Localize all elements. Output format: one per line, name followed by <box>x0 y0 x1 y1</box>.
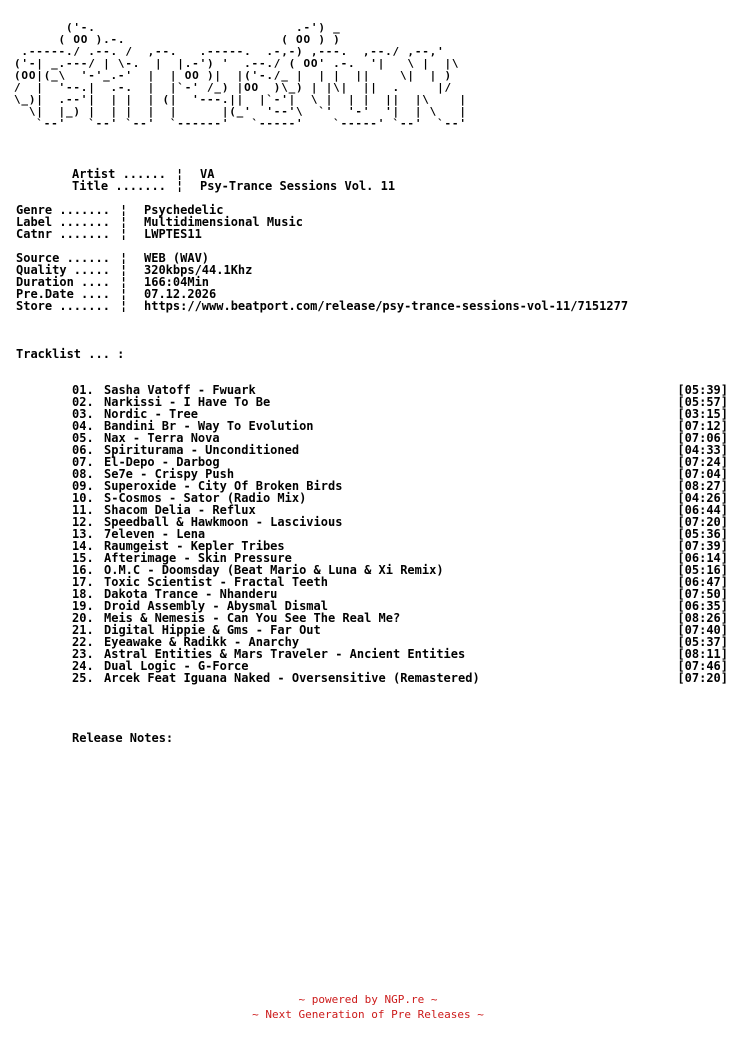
track-title: Bandini Br - Way To Evolution <box>104 419 314 433</box>
track-duration: [03:15] <box>677 407 728 421</box>
track-title: Dual Logic - G-Force <box>104 659 249 673</box>
separator: ¦ <box>120 215 128 229</box>
tracklist-heading: Tracklist ... : <box>16 347 125 361</box>
catnr-key: Catnr ....... <box>16 227 110 241</box>
track-title: Eyeawake & Radikk - Anarchy <box>104 635 300 649</box>
separator: ¦ <box>120 263 128 277</box>
track-row <box>72 672 728 684</box>
separator: ¦ <box>120 275 128 289</box>
footer-tagline: ~ Next Generation of Pre Releases ~ <box>252 1008 484 1021</box>
track-number: 05. <box>72 431 94 445</box>
track-duration: [04:26] <box>677 491 728 505</box>
track-duration: [04:33] <box>677 443 728 457</box>
ascii-logo: ('-. .-') _ ( OO ).-. ( OO ) ) .-----./ .--. / ,--. .-----. .-,-) ,---. ,--./ ,--,' ('-| _.---/ | \-. | |.-') ' .--./ ( OO' .-. '| \ | |\ (OO|(_\ '-'_.-' | | OO )| |('-./_ | | | || \| | ) / | '--.| .-. | |`-' /_) |OO )\_) | |\| || . |/ \_)| .--'| | | | (| '---.|| |`-'| \ | | | || |\ | \| |_) | | | | | |(_' '--'\ `' '-' '| | \ | `--' `--' `--' `------' `-----' `-----' `--' `--' <box>14 21 467 130</box>
track-number: 21. <box>72 623 94 637</box>
track-title: 7eleven - Lena <box>104 527 206 541</box>
predate-value: 07.12.2026 <box>144 287 217 301</box>
title-key: Title ....... <box>72 179 166 193</box>
track-number: 04. <box>72 419 94 433</box>
track-title: Dakota Trance - Nhanderu <box>104 587 278 601</box>
track-duration: [06:14] <box>677 551 728 565</box>
track-number: 19. <box>72 599 94 613</box>
track-number: 22. <box>72 635 94 649</box>
track-number: 02. <box>72 395 94 409</box>
track-number: 16. <box>72 563 94 577</box>
title-field <box>72 180 395 192</box>
track-number: 13. <box>72 527 94 541</box>
track-title: El-Depo - Darbog <box>104 455 220 469</box>
track-number: 18. <box>72 587 94 601</box>
footer-powered-by: ~ powered by NGP.re ~ <box>298 993 438 1006</box>
track-number: 01. <box>72 383 94 397</box>
artist-key: Artist ...... <box>72 167 166 181</box>
genre-key: Genre ....... <box>16 203 110 217</box>
track-duration: [05:37] <box>677 635 728 649</box>
catnr-field <box>16 228 202 240</box>
separator: ¦ <box>120 203 128 217</box>
genre-value: Psychedelic <box>144 203 224 217</box>
label-key: Label ....... <box>16 215 110 229</box>
track-duration: [07:06] <box>677 431 728 445</box>
track-duration: [05:39] <box>677 383 728 397</box>
separator: ¦ <box>176 179 184 193</box>
track-title: Digital Hippie & Gms - Far Out <box>104 623 321 637</box>
track-number: 09. <box>72 479 94 493</box>
track-title: Superoxide - City Of Broken Birds <box>104 479 343 493</box>
separator: ¦ <box>120 227 128 241</box>
track-title: S-Cosmos - Sator (Radio Mix) <box>104 491 307 505</box>
track-number: 10. <box>72 491 94 505</box>
track-number: 08. <box>72 467 94 481</box>
track-title: Nax - Terra Nova <box>104 431 220 445</box>
track-duration: [06:44] <box>677 503 728 517</box>
track-duration: [07:20] <box>677 515 728 529</box>
track-duration: [06:47] <box>677 575 728 589</box>
track-number: 15. <box>72 551 94 565</box>
track-duration: [07:50] <box>677 587 728 601</box>
track-number: 14. <box>72 539 94 553</box>
track-title: Sasha Vatoff - Fwuark <box>104 383 256 397</box>
track-duration: [07:39] <box>677 539 728 553</box>
separator: ¦ <box>176 167 184 181</box>
track-number: 12. <box>72 515 94 529</box>
release-notes-heading: Release Notes: <box>72 731 174 745</box>
artist-value: VA <box>200 167 215 181</box>
track-duration: [07:04] <box>677 467 728 481</box>
title-value: Psy-Trance Sessions Vol. 11 <box>200 179 396 193</box>
track-title: Se7e - Crispy Push <box>104 467 235 481</box>
track-number: 07. <box>72 455 94 469</box>
quality-value: 320kbps/44.1Khz <box>144 263 253 277</box>
track-duration: [08:11] <box>677 647 728 661</box>
track-title: Afterimage - Skin Pressure <box>104 551 292 565</box>
store-field <box>16 300 628 312</box>
footer <box>0 992 736 1022</box>
track-title: Speedball & Hawkmoon - Lascivious <box>104 515 343 529</box>
track-number: 24. <box>72 659 94 673</box>
track-title: Spiriturama - Unconditioned <box>104 443 300 457</box>
track-duration: [05:36] <box>677 527 728 541</box>
tracklist <box>72 384 728 684</box>
track-duration: [07:46] <box>677 659 728 673</box>
track-number: 11. <box>72 503 94 517</box>
track-title: Shacom Delia - Reflux <box>104 503 256 517</box>
source-key: Source ...... <box>16 251 110 265</box>
track-number: 20. <box>72 611 94 625</box>
track-duration: [07:20] <box>677 671 728 685</box>
store-link[interactable]: https://www.beatport.com/release/psy-trance-sessions-vol-11/7151277 <box>144 299 629 313</box>
track-duration: [07:40] <box>677 623 728 637</box>
track-duration: [07:12] <box>677 419 728 433</box>
track-title: O.M.C - Doomsday (Beat Mario & Luna & Xi Remix) <box>104 563 444 577</box>
track-title: Arcek Feat Iguana Naked - Oversensitive (Remastered) <box>104 671 480 685</box>
track-title: Raumgeist - Kepler Tribes <box>104 539 285 553</box>
quality-key: Quality ..... <box>16 263 110 277</box>
predate-key: Pre.Date .... <box>16 287 110 301</box>
track-title: Narkissi - I Have To Be <box>104 395 271 409</box>
track-duration: [07:24] <box>677 455 728 469</box>
track-number: 03. <box>72 407 94 421</box>
source-value: WEB (WAV) <box>144 251 210 265</box>
track-title: Astral Entities & Mars Traveler - Ancient Entities <box>104 647 466 661</box>
separator: ¦ <box>120 251 128 265</box>
track-duration: [05:16] <box>677 563 728 577</box>
track-duration: [08:27] <box>677 479 728 493</box>
track-title: Nordic - Tree <box>104 407 198 421</box>
track-duration: [08:26] <box>677 611 728 625</box>
track-duration: [05:57] <box>677 395 728 409</box>
track-number: 23. <box>72 647 94 661</box>
track-title: Droid Assembly - Abysmal Dismal <box>104 599 328 613</box>
store-key: Store ....... <box>16 299 110 313</box>
duration-value: 166:04Min <box>144 275 210 289</box>
track-number: 17. <box>72 575 94 589</box>
separator: ¦ <box>120 299 128 313</box>
catnr-value: LWPTES11 <box>144 227 202 241</box>
track-number: 25. <box>72 671 94 685</box>
duration-key: Duration .... <box>16 275 110 289</box>
track-number: 06. <box>72 443 94 457</box>
track-title: Toxic Scientist - Fractal Teeth <box>104 575 328 589</box>
separator: ¦ <box>120 287 128 301</box>
track-title: Meis & Nemesis - Can You See The Real Me? <box>104 611 401 625</box>
track-duration: [06:35] <box>677 599 728 613</box>
label-value: Multidimensional Music <box>144 215 303 229</box>
